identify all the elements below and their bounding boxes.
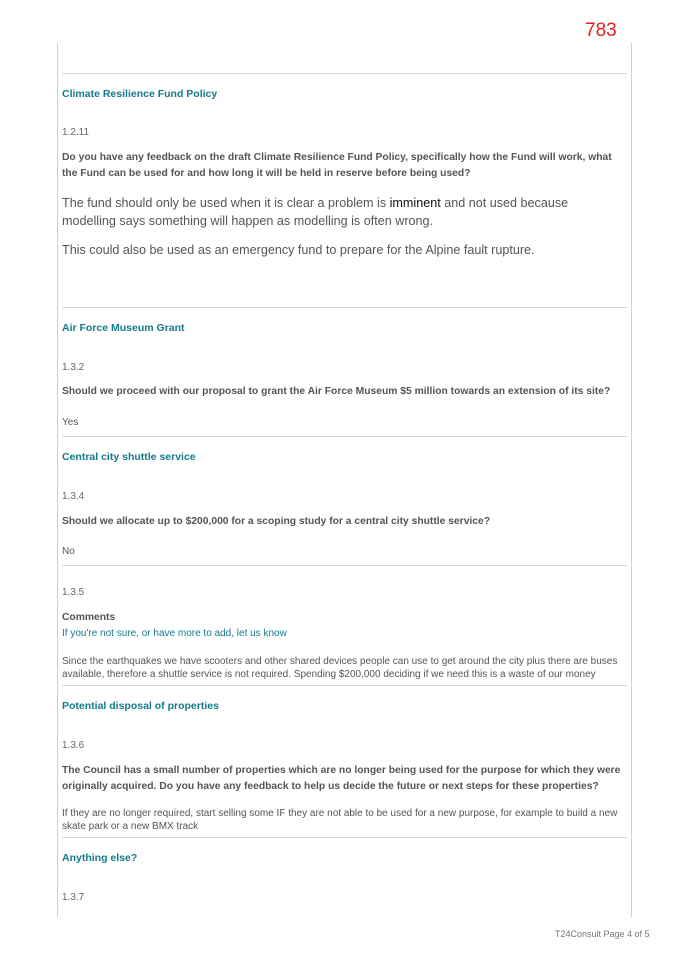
highlighted-word: imminent: [389, 196, 441, 210]
question-number: 1.3.5: [62, 587, 85, 598]
answer-text: The fund should only be used when it is clear a problem is imminent and not used because modelling says something will happen as modelling is often wrong.: [62, 196, 569, 228]
answer-text: Yes: [62, 417, 79, 428]
divider: [62, 565, 627, 566]
section-heading-airforce: Air Force Museum Grant: [62, 322, 185, 334]
question-text: Should we proceed with our proposal to grant the Air Force Museum $5 million towards an extension of its site?: [62, 386, 611, 397]
answer-text: No: [62, 546, 75, 557]
section-heading-shuttle: Central city shuttle service: [62, 451, 196, 463]
comments-hint: If you're not sure, or have more to add, let us know: [62, 628, 287, 639]
divider: [62, 307, 627, 308]
answer-text: This could also be used as an emergency fund to prepare for the Alpine fault rupture.: [62, 243, 535, 257]
answer-text: If they are no longer required, start selling some IF they are not able to be used for a new purpose, for example to build a new skate park or a new BMX track: [62, 808, 618, 832]
question-text: Should we allocate up to $200,000 for a scoping study for a central city shuttle service?: [62, 516, 491, 527]
section-heading-anything: Anything else?: [62, 852, 138, 864]
page-footer: T24Consult Page 4 of 5: [555, 929, 650, 939]
question-number: 1.3.6: [62, 740, 85, 751]
page-number: 783: [585, 20, 617, 41]
question-number: 1.3.4: [62, 491, 85, 502]
divider: [62, 73, 627, 74]
question-number: 1.3.2: [62, 362, 85, 373]
question-text: The Council has a small number of properties which are no longer being used for the purpose for which they were originally acquired. Do you have any feedback to help us decide the future or next steps for these properties?: [62, 765, 621, 792]
question-number: 1.2.11: [62, 127, 90, 138]
question-text: Do you have any feedback on the draft Climate Resilience Fund Policy, specifically how the Fund will work, what the Fund can be used for and how long it will be held in reserve before being used?: [62, 152, 612, 179]
divider: [62, 436, 627, 437]
question-number: 1.3.7: [62, 892, 85, 903]
answer-text: Since the earthquakes we have scooters and other shared devices people can use to get around the city plus there are buses available, therefore a shuttle service is not required. Spending $200,000 deciding if we need this is a waste of our money: [62, 656, 618, 680]
section-heading-climate: Climate Resilience Fund Policy: [62, 88, 218, 100]
divider: [62, 685, 627, 686]
section-heading-properties: Potential disposal of properties: [62, 700, 219, 712]
comments-label: Comments: [62, 612, 116, 623]
divider: [62, 837, 627, 838]
